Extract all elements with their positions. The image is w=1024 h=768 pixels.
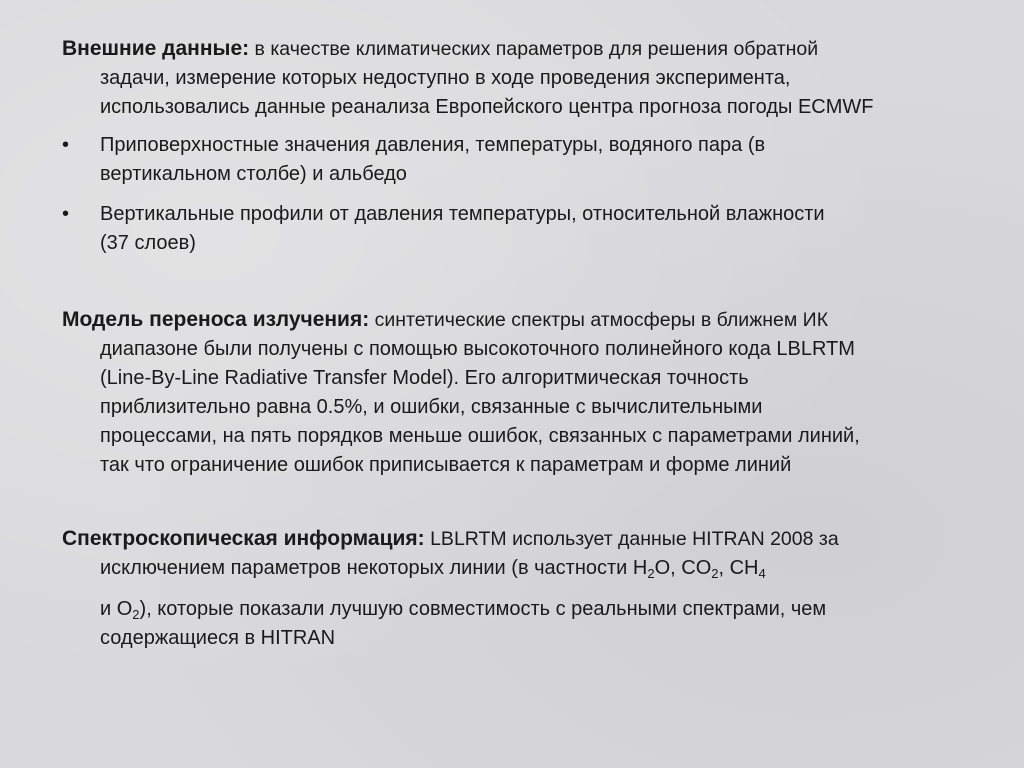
external-data-heading: Внешние данные: — [62, 37, 250, 60]
external-data-line-2: задачи, измерение которых недоступно в ходе проведения эксперимента, — [100, 67, 791, 89]
radiative-model-line-5: процессами, на пять порядков меньше ошибок, связанных с параметрами линий, — [100, 425, 860, 447]
spectroscopic-info-paragraph — [62, 524, 962, 653]
bullet-line-2: (37 слоев) — [100, 232, 196, 254]
spectroscopic-info-text-1: LBLRTM использует данные HITRAN 2008 за — [424, 528, 839, 550]
spectroscopic-text-3b: ), которые показали лучшую совместимость с реальными спектрами, чем — [139, 598, 827, 620]
radiative-model-line-1 — [62, 305, 962, 335]
radiative-model-paragraph — [62, 305, 962, 480]
spectroscopic-info-line-3 — [62, 595, 962, 624]
spectroscopic-info-line-1 — [62, 524, 962, 554]
radiative-model-line-4: приблизительно равна 0.5%, и ошибки, связанные с вычислительными — [100, 396, 763, 418]
spectroscopic-text-2a: исключением параметров некоторых линии (в частности H — [100, 557, 648, 579]
co2-subscript: 2 — [711, 566, 719, 581]
bullet-line-1: Вертикальные профили от давления температуры, относительной влажности — [100, 203, 825, 225]
external-data-line-1 — [62, 34, 962, 64]
bullet-marker: • — [62, 203, 70, 225]
bullet-item-vertical-profiles — [62, 200, 962, 258]
bullet-item-surface-values — [62, 131, 962, 189]
h2o-subscript: 2 — [647, 566, 655, 581]
radiative-model-text-1: синтетические спектры атмосферы в ближнем ИК — [369, 309, 829, 331]
o2-subscript: 2 — [132, 607, 140, 622]
external-data-paragraph — [62, 34, 962, 122]
spectroscopic-text-2c: , CH — [718, 557, 759, 579]
spectroscopic-text-3a: и O — [100, 598, 133, 620]
external-data-text-1: в качестве климатических параметров для решения обратной — [249, 38, 819, 60]
bullet-line-1: Приповерхностные значения давления, температуры, водяного пара (в — [100, 134, 766, 156]
bullet-marker: • — [62, 134, 70, 156]
spectroscopic-info-line-2 — [62, 554, 962, 583]
radiative-model-line-2: диапазоне были получены с помощью высокоточного полинейного кода LBLRTM — [100, 338, 855, 360]
external-data-line-3: использовались данные реанализа Европейского центра прогноза погоды ECMWF — [100, 96, 874, 118]
ch4-subscript: 4 — [758, 566, 766, 581]
spectroscopic-info-heading: Спектроскопическая информация: — [62, 527, 425, 550]
radiative-model-heading: Модель переноса излучения: — [62, 308, 370, 331]
radiative-model-line-6: так что ограничение ошибок приписывается к параметрам и форме линий — [100, 454, 792, 476]
spectroscopic-info-line-4: содержащиеся в HITRAN — [100, 627, 336, 649]
spectroscopic-text-2b: O, CO — [654, 557, 712, 579]
radiative-model-line-3: (Line-By-Line Radiative Transfer Model). Его алгоритмическая точность — [100, 367, 749, 389]
bullet-line-2: вертикальном столбе) и альбедо — [100, 163, 407, 185]
